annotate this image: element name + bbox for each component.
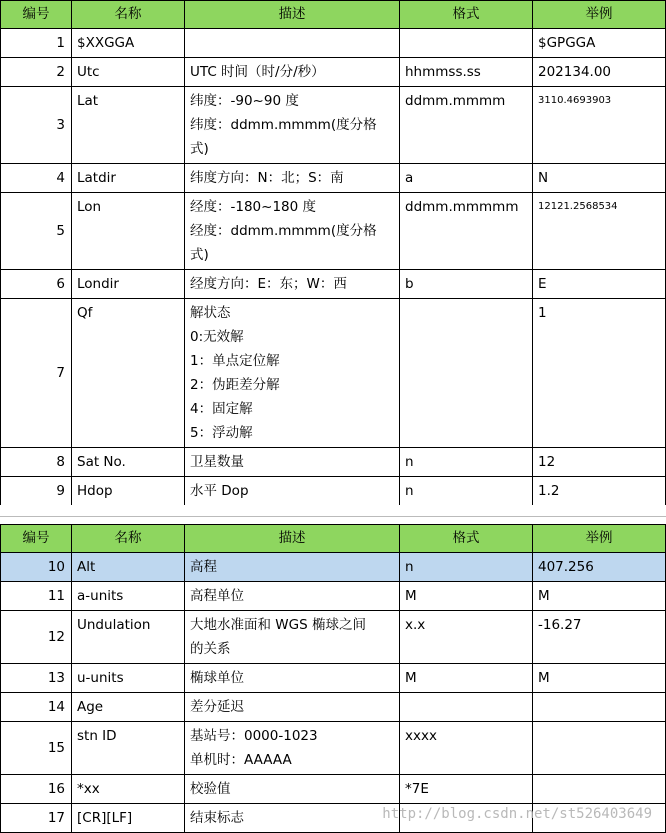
header-cell-example: 举例 (533, 525, 666, 553)
cell-no (1, 611, 72, 664)
cell-no (1, 477, 72, 506)
desc-line: 式) (190, 247, 209, 263)
desc-line: 的关系 (190, 641, 231, 657)
cell-name-text: stn ID (77, 728, 117, 744)
cell-format (400, 664, 533, 693)
cell-example-text: $GPGGA (538, 35, 596, 51)
cell-no (1, 164, 72, 193)
cell-name (72, 722, 185, 775)
cell-format (400, 164, 533, 193)
cell-format (400, 775, 533, 804)
cell-example (533, 664, 666, 693)
table-row (1, 582, 666, 611)
header-cell-format: 格式 (400, 525, 533, 553)
desc-line: 结束标志 (190, 810, 244, 826)
cell-format (400, 58, 533, 87)
table-header-row (1, 1, 666, 29)
cell-example-text: M (538, 588, 550, 604)
cell-format-text: hhmmss.ss (405, 64, 481, 80)
cell-name (72, 29, 185, 58)
table-row (1, 775, 666, 804)
cell-no (1, 582, 72, 611)
cell-example-text: 202134.00 (538, 64, 612, 80)
cell-name-text: Lat (77, 93, 99, 109)
cell-example (533, 87, 666, 164)
cell-name (72, 804, 185, 833)
cell-desc (185, 722, 400, 775)
cell-name-text: Hdop (77, 483, 113, 499)
cell-example-text: 1.2 (538, 483, 560, 499)
cell-no-text: 6 (56, 276, 65, 292)
cell-desc (185, 804, 400, 833)
cell-name (72, 58, 185, 87)
desc-line: 大地水准面和 WGS 椭球之间 (190, 617, 366, 633)
header-cell-example: 举例 (533, 1, 666, 29)
cell-format-text: M (405, 588, 417, 604)
cell-format (400, 582, 533, 611)
cell-no-text: 16 (47, 781, 65, 797)
cell-format (400, 693, 533, 722)
cell-no (1, 193, 72, 270)
cell-example-text: N (538, 170, 549, 186)
cell-name-text: Utc (77, 64, 100, 80)
cell-format (400, 270, 533, 299)
cell-format (400, 553, 533, 582)
cell-name-text: Qf (77, 305, 93, 321)
cell-desc (185, 477, 400, 506)
cell-no-text: 15 (47, 740, 65, 756)
table-row (1, 664, 666, 693)
cell-example-text: 12121.2568534 (538, 201, 618, 212)
desc-line: 0:无效解 (190, 329, 244, 345)
cell-name (72, 477, 185, 506)
cell-desc (185, 448, 400, 477)
cell-desc (185, 611, 400, 664)
header-cell-name: 名称 (72, 525, 185, 553)
desc-line: 椭球单位 (190, 670, 244, 686)
cell-no (1, 448, 72, 477)
cell-example (533, 270, 666, 299)
page-break (0, 505, 666, 519)
cell-desc (185, 87, 400, 164)
watermark-url: http://blog.csdn.net/st526403649 (382, 806, 652, 822)
cell-example (533, 477, 666, 506)
cell-format-text: *7E (405, 781, 429, 797)
table-header-row (1, 525, 666, 553)
desc-line: 纬度：-90~90 度 (190, 93, 299, 109)
desc-line: 校验值 (190, 781, 231, 797)
cell-name-text: *xx (77, 781, 100, 797)
cell-example-text: M (538, 670, 550, 686)
cell-example-text: 407.256 (538, 559, 594, 575)
table-row (1, 87, 666, 164)
cell-example (533, 164, 666, 193)
cell-example (533, 58, 666, 87)
cell-no (1, 270, 72, 299)
cell-example (533, 553, 666, 582)
cell-name (72, 775, 185, 804)
cell-format (400, 611, 533, 664)
cell-format (400, 299, 533, 448)
cell-example (533, 299, 666, 448)
cell-example (533, 582, 666, 611)
cell-no-text: 13 (47, 670, 65, 686)
cell-format-text: b (405, 276, 414, 292)
cell-no (1, 58, 72, 87)
cell-no-text: 9 (56, 483, 65, 499)
table-row (1, 29, 666, 58)
cell-format-text: n (405, 559, 414, 575)
desc-line: 5：浮动解 (190, 425, 253, 441)
cell-no-text: 10 (47, 559, 65, 575)
cell-format-text: xxxx (405, 728, 437, 744)
cell-desc (185, 553, 400, 582)
cell-example-text: 12 (538, 454, 556, 470)
cell-name (72, 299, 185, 448)
cell-no (1, 664, 72, 693)
cell-format-text: M (405, 670, 417, 686)
table-row (1, 693, 666, 722)
table-row (1, 193, 666, 270)
cell-desc (185, 29, 400, 58)
cell-format-text: ddmm.mmmmm (405, 199, 519, 215)
cell-desc (185, 58, 400, 87)
cell-name (72, 270, 185, 299)
cell-name (72, 553, 185, 582)
cell-desc (185, 193, 400, 270)
cell-no-text: 2 (56, 64, 65, 80)
desc-line: UTC 时间（时/分/秒） (190, 64, 325, 80)
cell-name-text: Alt (77, 559, 96, 575)
desc-line: 卫星数量 (190, 454, 244, 470)
cell-name-text: Lon (77, 199, 102, 215)
desc-line: 式) (190, 141, 209, 157)
cell-example-text: E (538, 276, 547, 292)
cell-format-text: ddmm.mmmm (405, 93, 506, 109)
cell-format (400, 448, 533, 477)
desc-line: 水平 Dop (190, 483, 249, 499)
cell-name (72, 448, 185, 477)
cell-no-text: 4 (56, 170, 65, 186)
cell-name-text: Londir (77, 276, 119, 292)
desc-line: 高程 (190, 559, 217, 575)
cell-format (400, 87, 533, 164)
cell-name (72, 87, 185, 164)
cell-desc (185, 270, 400, 299)
desc-line: 基站号：0000-1023 (190, 728, 318, 744)
cell-no (1, 29, 72, 58)
cell-desc (185, 299, 400, 448)
header-cell-no: 编号 (1, 525, 72, 553)
header-cell-name: 名称 (72, 1, 185, 29)
desc-line: 4：固定解 (190, 401, 253, 417)
cell-no-text: 3 (56, 117, 65, 133)
desc-line: 单机时：AAAAA (190, 752, 292, 768)
cell-no (1, 553, 72, 582)
cell-name-text: u-units (77, 670, 124, 686)
cell-no-text: 14 (47, 699, 65, 715)
table-row (1, 477, 666, 506)
desc-line: 纬度：ddmm.mmmm(度分格 (190, 117, 377, 133)
cell-example-text: 3110.4693903 (538, 95, 612, 106)
cell-name-text: Sat No. (77, 454, 126, 470)
header-cell-no: 编号 (1, 1, 72, 29)
desc-line: 经度：ddmm.mmmm(度分格 (190, 223, 377, 239)
cell-no-text: 12 (47, 629, 65, 645)
cell-no (1, 722, 72, 775)
cell-format (400, 193, 533, 270)
cell-format (400, 722, 533, 775)
desc-line: 解状态 (190, 305, 231, 321)
cell-name-text: Age (77, 699, 104, 715)
cell-desc (185, 582, 400, 611)
cell-name (72, 611, 185, 664)
cell-name (72, 664, 185, 693)
desc-line: 经度方向：E：东；W：西 (190, 276, 347, 292)
cell-no-text: 5 (56, 223, 65, 239)
cell-format-text: n (405, 454, 414, 470)
table-row (1, 299, 666, 448)
cell-no (1, 87, 72, 164)
header-cell-format: 格式 (400, 1, 533, 29)
cell-example (533, 448, 666, 477)
cell-desc (185, 775, 400, 804)
cell-name (72, 693, 185, 722)
cell-desc (185, 693, 400, 722)
cell-format-text: n (405, 483, 414, 499)
desc-line: 2：伪距差分解 (190, 377, 280, 393)
desc-line: 经度：-180~180 度 (190, 199, 317, 215)
table-row (1, 164, 666, 193)
cell-format-text: a (405, 170, 414, 186)
header-cell-desc: 描述 (185, 1, 400, 29)
table-row (1, 448, 666, 477)
cell-no-text: 11 (47, 588, 65, 604)
cell-no-text: 7 (56, 365, 65, 381)
cell-desc (185, 164, 400, 193)
table-row (1, 270, 666, 299)
gga-field-table-part2 (0, 524, 666, 833)
cell-format-text: x.x (405, 617, 426, 633)
cell-name-text: $XXGGA (77, 35, 135, 51)
cell-name (72, 193, 185, 270)
cell-example (533, 193, 666, 270)
cell-name (72, 164, 185, 193)
cell-no (1, 775, 72, 804)
cell-name-text: Undulation (77, 617, 151, 633)
cell-no-text: 8 (56, 454, 65, 470)
header-cell-desc: 描述 (185, 525, 400, 553)
desc-line: 差分延迟 (190, 699, 244, 715)
cell-format (400, 29, 533, 58)
cell-no-text: 1 (56, 35, 65, 51)
cell-name-text: Latdir (77, 170, 116, 186)
cell-no (1, 299, 72, 448)
cell-format (400, 477, 533, 506)
cell-example (533, 775, 666, 804)
cell-example (533, 722, 666, 775)
cell-example (533, 29, 666, 58)
desc-line: 纬度方向：N：北；S：南 (190, 170, 344, 186)
table-row (1, 553, 666, 582)
cell-desc (185, 664, 400, 693)
table-row (1, 611, 666, 664)
table-row (1, 58, 666, 87)
cell-example-text: -16.27 (538, 617, 582, 633)
cell-example (533, 693, 666, 722)
cell-example (533, 611, 666, 664)
cell-name-text: a-units (77, 588, 124, 604)
cell-no (1, 693, 72, 722)
cell-no-text: 17 (47, 810, 65, 826)
cell-example-text: 1 (538, 305, 547, 321)
cell-no (1, 804, 72, 833)
desc-line: 1：单点定位解 (190, 353, 280, 369)
table-row (1, 722, 666, 775)
desc-line: 高程单位 (190, 588, 244, 604)
cell-name-text: [CR][LF] (77, 810, 133, 826)
cell-name (72, 582, 185, 611)
